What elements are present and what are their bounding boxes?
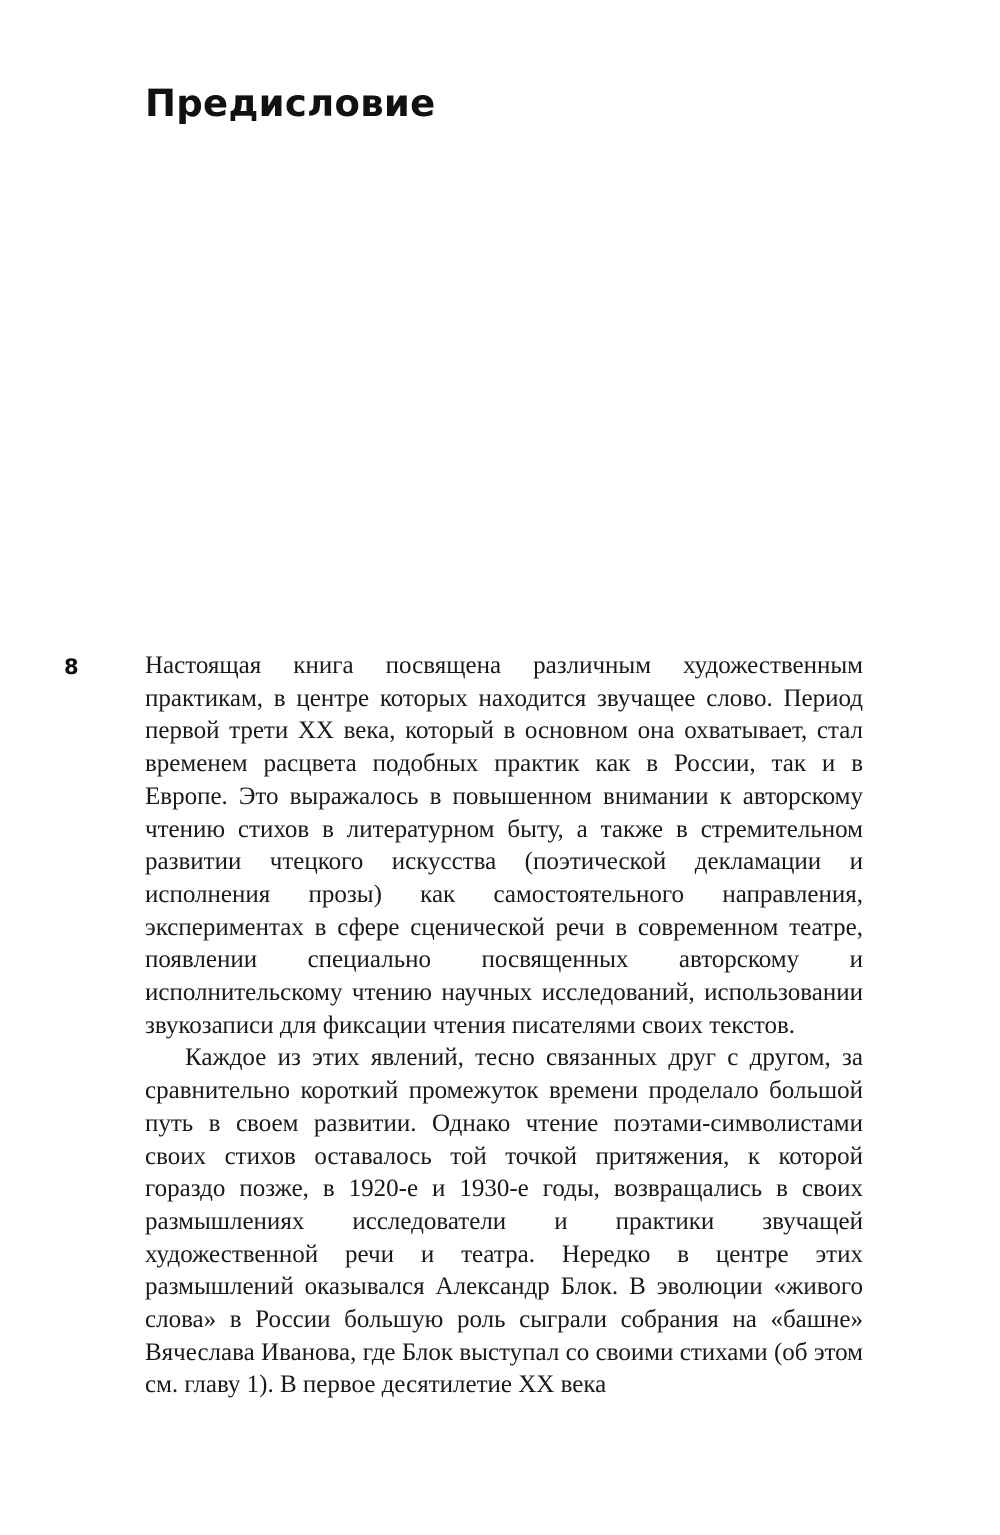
body-text — [145, 650, 863, 1402]
page-number: 8 — [64, 655, 79, 679]
paragraph-1: Настоящая книга посвящена различным художественным практикам, в центре которых находится звучащее слово. Период первой трети XX века, который в основном она охватывает, стал временем расцвета подобных практик как в России, так и в Европе. Это выражалось в повышенном внимании к авторскому чтению стихов в литературном быту, а также в стремительном развитии чтецкого искусства (поэтической декламации и исполнения прозы) как самостоятельного направления, экспериментах в сфере сценической речи в современном театре, появлении специально посвященных авторскому и исполнительскому чтению научных исследований, использовании звукозаписи для фиксации чтения писателями своих текстов. — [145, 652, 863, 1039]
page-title: Предисловие — [145, 82, 436, 125]
paragraph-2: Каждое из этих явлений, тесно связанных друг с другом, за сравнительно короткий промежуток времени проделало большой путь в своем развитии. Однако чтение поэтами-символистами своих стихов оставалось той точкой притяжения, к которой гораздо позже, в 1920-е и 1930-е годы, возвращались в своих размышлениях исследователи и практики звучащей художественной речи и театра. Нередко в центре этих размышлений оказывался Александр Блок. В эволюции «живого слова» в России большую роль сыграли собрания на «башне» Вячеслава Иванова, где Блок выступал со своими стихами (об этом см. главу 1). В первое десятилетие XX века — [145, 1044, 863, 1399]
